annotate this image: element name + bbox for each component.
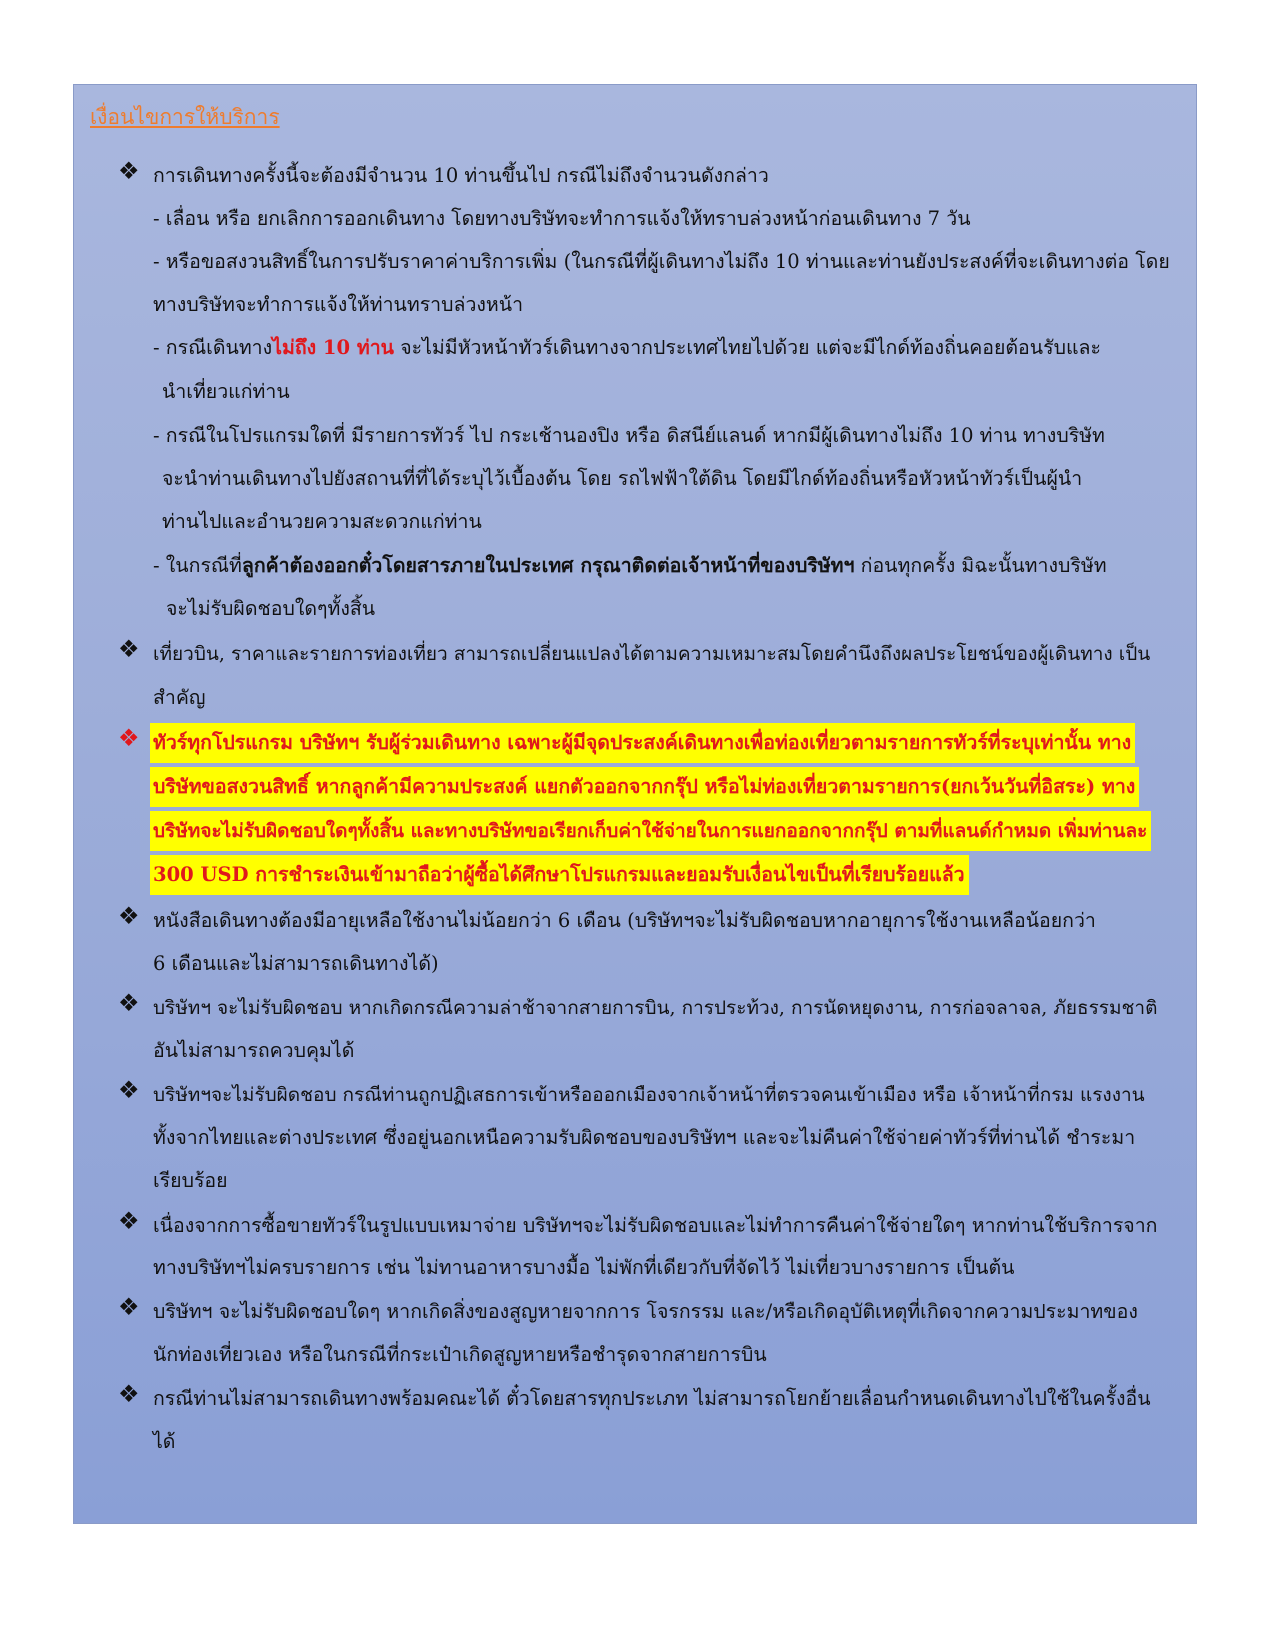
condition-6-line-3: เรียบร้อย [153,1169,228,1192]
line-5-suffix: จะไม่มีหัวหน้าทัวร์เดินทางจากประเทศไทยไปด้วย แต่จะมีไกด์ท้องถิ่นคอยต้อนรับและ [394,336,1101,359]
bullet-icon: ❖ [118,1076,140,1104]
condition-2-line-2: สำคัญ [153,686,206,709]
bullet-icon: ❖ [118,1207,140,1235]
condition-1-line-5 [153,334,1101,362]
condition-1-line-8: จะนำท่านเดินทางไปยังสถานที่ที่ได้ระบุไว้เบื้องต้น โดย รถไฟฟ้าใต้ดิน โดยมีไกด์ท้องถิ่นหรือหัวหน้าทัวร์เป็นผู้นำ [162,467,1083,490]
condition-4-line-2: 6 เดือนและไม่สามารถเดินทางได้) [153,952,439,975]
condition-1-line-11: จะไม่รับผิดชอบใดๆทั้งสิ้น [166,597,376,620]
bullet-icon: ❖ [118,1380,140,1408]
condition-1-line-1: การเดินทางครั้งนี้จะต้องมีจำนวน 10 ท่านขึ้นไป กรณีไม่ถึงจำนวนดังกล่าว [153,164,769,187]
condition-6-line-1: บริษัทฯจะไม่รับผิดชอบ กรณีท่านถูกปฏิเสธการเข้าหรือออกเมืองจากเจ้าหน้าที่ตรวจคนเข้าเมือง หรือ เจ้าหน้าที่กรม แรงงาน [153,1084,1145,1106]
domestic-ticket-notice: ลูกค้าต้องออกตั๋วโดยสารภายในประเทศ กรุณาติดต่อเจ้าหน้าที่ของบริษัทฯ [241,554,855,577]
line-5-prefix: - กรณีเดินทาง [153,336,273,359]
condition-5-line-1: บริษัทฯ จะไม่รับผิดชอบ หากเกิดกรณีความล่าช้าจากสายการบิน, การประท้วง, การนัดหยุดงาน, การก่อจลาจล, ภัยธรรมชาติ [153,997,1158,1019]
line-10-prefix: - ในกรณีที่ [153,554,242,577]
min-travelers-warning: ไม่ถึง 10 ท่าน [272,336,394,359]
bullet-icon: ❖ [118,1293,140,1321]
condition-6-line-2: ทั้งจากไทยและต่างประเทศ ซึ่งอยู่นอกเหนือความรับผิดชอบของบริษัทฯ และจะไม่คืนค่าใช้จ่ายค่าทัวร์ที่ท่านได้ ชำระมา [153,1126,1136,1149]
condition-7-line-1: เนื่องจากการซื้อขายทัวร์ในรูปแบบเหมาจ่าย บริษัทฯจะไม่รับผิดชอบและไม่ทำการคืนค่าใช้จ่ายใดๆ หากท่านใช้บริการจาก [153,1214,1158,1237]
bullet-icon: ❖ [118,724,140,752]
highlight-line-4: 300 USD การชำระเงินเข้ามาถือว่าผู้ซื้อได้ศึกษาโปรแกรมและยอมรับเงื่อนไขเป็นที่เรียบร้อยแล้ว [150,855,969,895]
condition-7-line-2: ทางบริษัทฯไม่ครบรายการ เช่น ไม่ทานอาหารบางมื้อ ไม่พักที่เดียวกับที่จัดไว้ ไม่เที่ยวบางรายการ เป็นต้น [153,1256,1015,1279]
condition-9-line-1: กรณีท่านไม่สามารถเดินทางพร้อมคณะได้ ตั๋วโดยสารทุกประเภท ไม่สามารถโยกย้ายเลื่อนกำหนดเดินทางไปใช้ในครั้งอื่น [153,1387,1151,1410]
condition-4-line-1: หนังสือเดินทางต้องมีอายุเหลือใช้งานไม่น้อยกว่า 6 เดือน (บริษัทฯจะไม่รับผิดชอบหากอายุการใช้งานเหลือน้อยกว่า [153,909,1096,932]
highlight-line-1: ทัวร์ทุกโปรแกรม บริษัทฯ รับผู้ร่วมเดินทาง เฉพาะผู้มีจุดประสงค์เดินทางเพื่อท่องเที่ยวตามรายการทัวร์ที่ระบุเท่านั้น ทาง [150,723,1135,763]
condition-1-line-2: - เลื่อน หรือ ยกเลิกการออกเดินทาง โดยทางบริษัทจะทำการแจ้งให้ทราบล่วงหน้าก่อนเดินทาง 7 วัน [153,207,971,230]
bullet-icon: ❖ [118,902,140,930]
page-title: เงื่อนไขการให้บริการ [90,105,280,129]
highlight-line-2: บริษัทขอสงวนสิทธิ์ หากลูกค้ามีความประสงค์ แยกตัวออกจากกรุ๊ป หรือไม่ท่องเที่ยวตามรายการ(ยกเว้นวันที่อิสระ) ทาง [150,767,1139,807]
bullet-icon: ❖ [118,157,140,185]
condition-1-line-6: นำเที่ยวแก่ท่าน [162,380,290,403]
bullet-icon: ❖ [118,635,140,663]
condition-2-line-1: เที่ยวบิน, ราคาและรายการท่องเที่ยว สามารถเปลี่ยนแปลงได้ตามความเหมาะสมโดยคำนึงถึงผลประโยชน์ของผู้เดินทาง เป็น [153,643,1151,665]
bullet-icon: ❖ [118,989,140,1017]
condition-1-line-3: - หรือขอสงวนสิทธิ์ในการปรับราคาค่าบริการเพิ่ม (ในกรณีที่ผู้เดินทางไม่ถึง 10 ท่านและท่านยังประสงค์ที่จะเดินทางต่อ โดย [153,250,1170,273]
condition-1-line-4: ทางบริษัทจะทำการแจ้งให้ท่านทราบล่วงหน้า [153,293,524,316]
line-10-suffix: ก่อนทุกครั้ง มิฉะนั้นทางบริษัท [854,554,1107,577]
condition-8-line-2: นักท่องเที่ยวเอง หรือในกรณีที่กระเป๋าเกิดสูญหายหรือชำรุดจากสายการบิน [153,1343,767,1366]
condition-1-line-9: ท่านไปและอำนวยความสะดวกแก่ท่าน [162,510,482,533]
highlight-line-3: บริษัทจะไม่รับผิดชอบใดๆทั้งสิ้น และทางบริษัทขอเรียกเก็บค่าใช้จ่ายในการแยกออกจากกรุ๊ป ตามที่แลนด์กำหมด เพิ่มท่านละ [150,811,1151,851]
condition-8-line-1: บริษัทฯ จะไม่รับผิดชอบใดๆ หากเกิดสิ่งของสูญหายจากการ โจรกรรม และ/หรือเกิดอุบัติเหตุที่เกิดจากความประมาทของ [153,1300,1138,1323]
condition-1-line-10 [153,552,1107,580]
condition-9-line-2: ได้ [153,1430,176,1453]
condition-5-line-2: อันไม่สามารถควบคุมได้ [153,1039,355,1062]
condition-1-line-7: - กรณีในโปรแกรมใดที่ มีรายการทัวร์ ไป กระเช้านองปิง หรือ ดิสนีย์แลนด์ หากมีผู้เดินทางไม่ถึง 10 ท่าน ทางบริษัท [153,424,1105,447]
